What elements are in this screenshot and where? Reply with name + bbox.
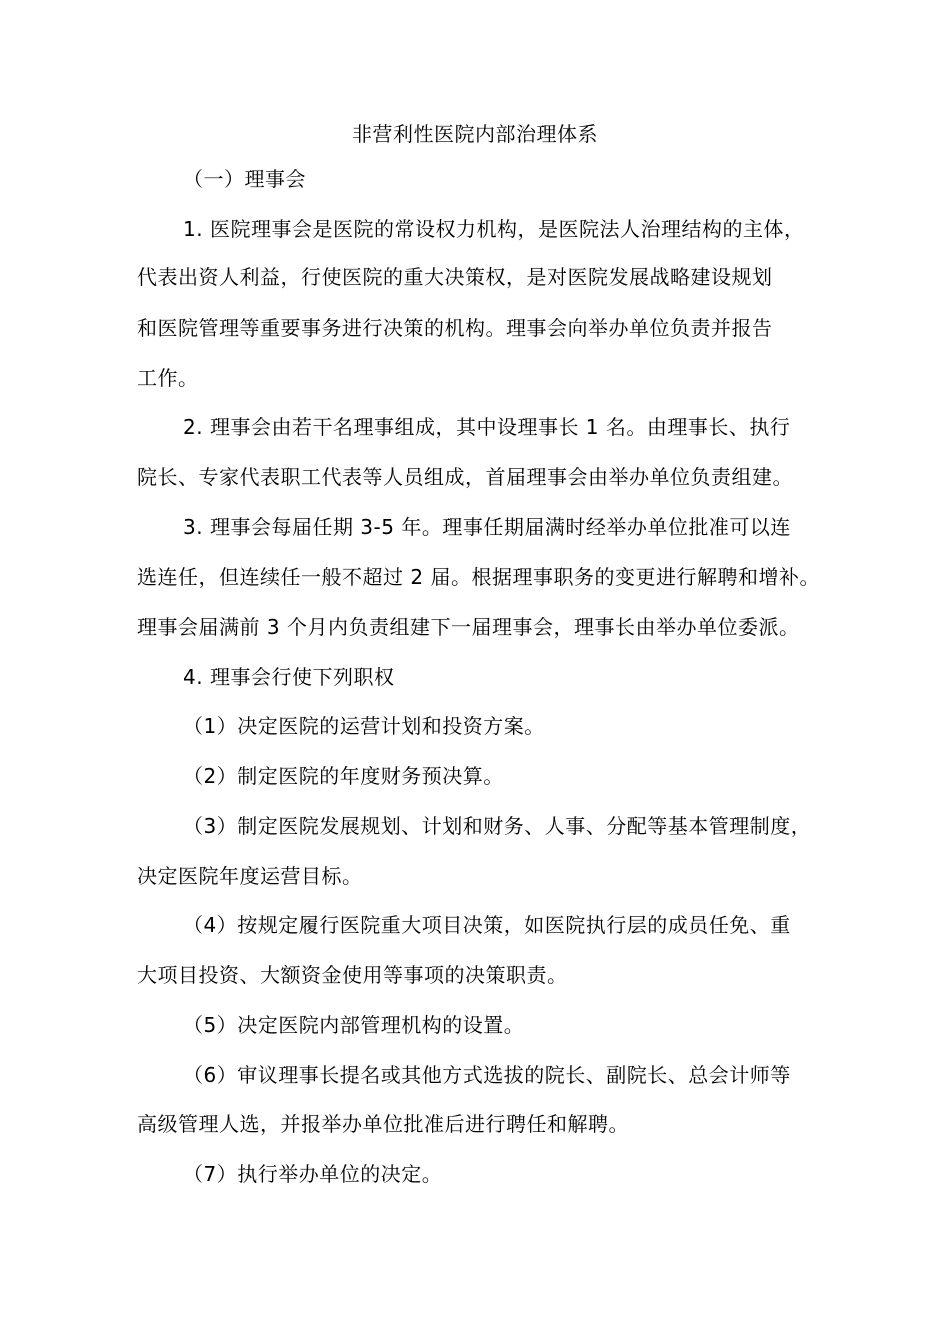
paragraph-line: 1. 医院理事会是医院的常设权力机构，是医院法人治理结构的主体， <box>183 217 805 241</box>
list-item: （2）制定医院的年度财务预决算。 <box>183 764 504 788</box>
list-item: （7）执行举办单位的决定。 <box>183 1162 443 1186</box>
list-item: （3）制定医院发展规划、计划和财务、人事、分配等基本管理制度， <box>183 814 812 838</box>
list-item-continuation: 大项目投资、大额资金使用等事项的决策职责。 <box>137 963 568 987</box>
list-item-continuation: 决定医院年度运营目标。 <box>137 864 363 888</box>
paragraph-line: 选连任，但连续任一般不超过 2 届。根据理事职务的变更进行解聘和增补。 <box>137 565 820 589</box>
list-item: （1）决定医院的运营计划和投资方案。 <box>183 714 545 738</box>
paragraph-line: 3. 理事会每届任期 3-5 年。理事任期届满时经举办单位批准可以连 <box>183 515 791 539</box>
list-item: （4）按规定履行医院重大项目决策，如医院执行层的成员任免、重 <box>183 913 791 937</box>
paragraph-line: 院长、专家代表职工代表等人员组成，首届理事会由举办单位负责组建。 <box>137 465 793 489</box>
paragraph-line: 2. 理事会由若干名理事组成，其中设理事长 1 名。由理事长、执行 <box>183 415 791 439</box>
document-title: 非营利性医院内部治理体系 <box>352 122 598 146</box>
paragraph-line: 代表出资人利益，行使医院的重大决策权，是对医院发展战略建设规划 <box>137 265 773 289</box>
list-item-continuation: 高级管理人选，并报举办单位批准后进行聘任和解聘。 <box>137 1112 629 1136</box>
paragraph-line: 理事会届满前 3 个月内负责组建下一届理事会，理事长由举办单位委派。 <box>137 615 800 639</box>
paragraph-line: 和医院管理等重要事务进行决策的机构。理事会向举办单位负责并报告 <box>137 316 773 340</box>
paragraph-line: 4. 理事会行使下列职权 <box>183 665 395 689</box>
section-heading: （一）理事会 <box>183 167 306 191</box>
paragraph-line: 工作。 <box>137 366 199 390</box>
list-item: （5）决定医院内部管理机构的设置。 <box>183 1013 525 1037</box>
list-item: （6）审议理事长提名或其他方式选拔的院长、副院长、总会计师等 <box>183 1063 791 1087</box>
